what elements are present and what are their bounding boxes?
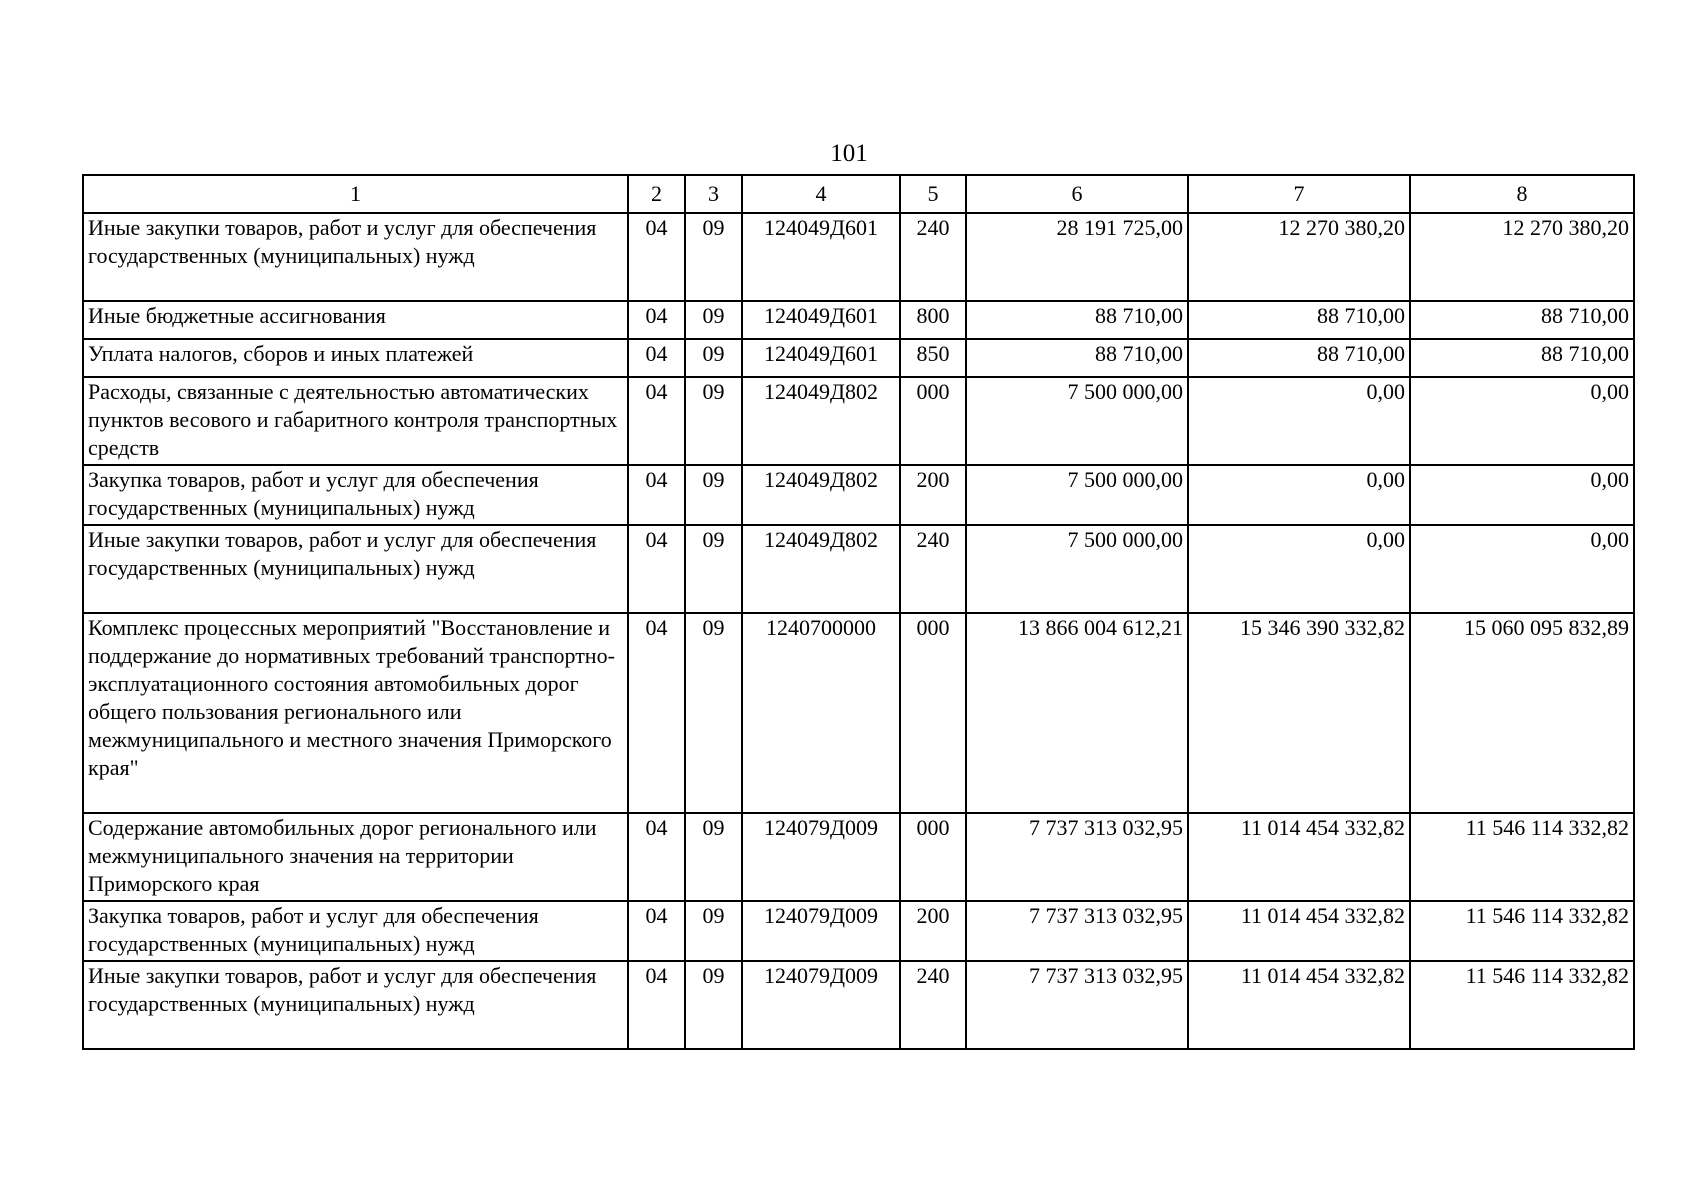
target-article-code: 124079Д009 (742, 961, 900, 1049)
table-row (83, 901, 1634, 961)
column-header: 2 (628, 175, 685, 213)
row-name: Иные закупки товаров, работ и услуг для обеспечения государственных (муниципальных) нужд (83, 213, 628, 301)
amount-year-3: 11 546 114 332,82 (1410, 901, 1634, 961)
row-name: Иные закупки товаров, работ и услуг для обеспечения государственных (муниципальных) нужд (83, 525, 628, 613)
target-article-code: 124079Д009 (742, 813, 900, 901)
amount-year-1: 7 737 313 032,95 (966, 901, 1188, 961)
column-header: 3 (685, 175, 742, 213)
amount-year-2: 88 710,00 (1188, 301, 1410, 339)
amount-year-2: 0,00 (1188, 465, 1410, 525)
table-row (83, 813, 1634, 901)
budget-table (82, 174, 1635, 1050)
subsection-code: 09 (685, 961, 742, 1049)
subsection-code: 09 (685, 613, 742, 813)
expense-type-code: 850 (900, 339, 966, 377)
column-header: 4 (742, 175, 900, 213)
target-article-code: 124049Д601 (742, 339, 900, 377)
target-article-code: 124049Д802 (742, 465, 900, 525)
expense-type-code: 240 (900, 213, 966, 301)
target-article-code: 124049Д601 (742, 301, 900, 339)
amount-year-3: 11 546 114 332,82 (1410, 813, 1634, 901)
amount-year-1: 7 500 000,00 (966, 465, 1188, 525)
column-header: 6 (966, 175, 1188, 213)
table-row (83, 613, 1634, 813)
target-article-code: 1240700000 (742, 613, 900, 813)
section-code: 04 (628, 213, 685, 301)
subsection-code: 09 (685, 813, 742, 901)
row-name: Уплата налогов, сборов и иных платежей (83, 339, 628, 377)
target-article-code: 124049Д601 (742, 213, 900, 301)
subsection-code: 09 (685, 213, 742, 301)
row-name: Иные бюджетные ассигнования (83, 301, 628, 339)
amount-year-3: 12 270 380,20 (1410, 213, 1634, 301)
column-header: 7 (1188, 175, 1410, 213)
amount-year-2: 15 346 390 332,82 (1188, 613, 1410, 813)
expense-type-code: 000 (900, 813, 966, 901)
expense-type-code: 240 (900, 525, 966, 613)
table-row (83, 301, 1634, 339)
amount-year-2: 0,00 (1188, 377, 1410, 465)
header-row (83, 175, 1634, 213)
amount-year-1: 13 866 004 612,21 (966, 613, 1188, 813)
amount-year-3: 11 546 114 332,82 (1410, 961, 1634, 1049)
subsection-code: 09 (685, 525, 742, 613)
row-name: Закупка товаров, работ и услуг для обеспечения государственных (муниципальных) нужд (83, 901, 628, 961)
table-row (83, 961, 1634, 1049)
expense-type-code: 800 (900, 301, 966, 339)
column-header: 5 (900, 175, 966, 213)
amount-year-3: 88 710,00 (1410, 339, 1634, 377)
section-code: 04 (628, 961, 685, 1049)
section-code: 04 (628, 301, 685, 339)
row-name: Комплекс процессных мероприятий "Восстановление и поддержание до нормативных требований транспортно-эксплуатационного состояния автомобильных дорог общего пользования регионального или межмуниципального и местного значения Приморского края" (83, 613, 628, 813)
column-header: 8 (1410, 175, 1634, 213)
expense-type-code: 200 (900, 465, 966, 525)
amount-year-2: 88 710,00 (1188, 339, 1410, 377)
amount-year-1: 28 191 725,00 (966, 213, 1188, 301)
table-row (83, 339, 1634, 377)
amount-year-1: 88 710,00 (966, 301, 1188, 339)
target-article-code: 124049Д802 (742, 377, 900, 465)
section-code: 04 (628, 613, 685, 813)
amount-year-2: 11 014 454 332,82 (1188, 813, 1410, 901)
subsection-code: 09 (685, 301, 742, 339)
expense-type-code: 200 (900, 901, 966, 961)
subsection-code: 09 (685, 339, 742, 377)
page-number: 101 (830, 140, 868, 167)
target-article-code: 124079Д009 (742, 901, 900, 961)
amount-year-2: 12 270 380,20 (1188, 213, 1410, 301)
section-code: 04 (628, 465, 685, 525)
amount-year-1: 88 710,00 (966, 339, 1188, 377)
amount-year-1: 7 737 313 032,95 (966, 813, 1188, 901)
table-row (83, 525, 1634, 613)
row-name: Расходы, связанные с деятельностью автоматических пунктов весового и габаритного контроля транспортных средств (83, 377, 628, 465)
expense-type-code: 000 (900, 613, 966, 813)
amount-year-3: 88 710,00 (1410, 301, 1634, 339)
amount-year-1: 7 737 313 032,95 (966, 961, 1188, 1049)
amount-year-1: 7 500 000,00 (966, 377, 1188, 465)
section-code: 04 (628, 377, 685, 465)
subsection-code: 09 (685, 465, 742, 525)
row-name: Закупка товаров, работ и услуг для обеспечения государственных (муниципальных) нужд (83, 465, 628, 525)
subsection-code: 09 (685, 377, 742, 465)
row-name: Содержание автомобильных дорог регионального или межмуниципального значения на территории Приморского края (83, 813, 628, 901)
expense-type-code: 000 (900, 377, 966, 465)
section-code: 04 (628, 525, 685, 613)
amount-year-1: 7 500 000,00 (966, 525, 1188, 613)
target-article-code: 124049Д802 (742, 525, 900, 613)
table-row (83, 465, 1634, 525)
column-header: 1 (83, 175, 628, 213)
amount-year-3: 0,00 (1410, 377, 1634, 465)
amount-year-3: 0,00 (1410, 525, 1634, 613)
amount-year-2: 0,00 (1188, 525, 1410, 613)
amount-year-3: 15 060 095 832,89 (1410, 613, 1634, 813)
table-row (83, 213, 1634, 301)
amount-year-2: 11 014 454 332,82 (1188, 961, 1410, 1049)
section-code: 04 (628, 813, 685, 901)
section-code: 04 (628, 339, 685, 377)
expense-type-code: 240 (900, 961, 966, 1049)
table-row (83, 377, 1634, 465)
amount-year-3: 0,00 (1410, 465, 1634, 525)
subsection-code: 09 (685, 901, 742, 961)
section-code: 04 (628, 901, 685, 961)
amount-year-2: 11 014 454 332,82 (1188, 901, 1410, 961)
row-name: Иные закупки товаров, работ и услуг для обеспечения государственных (муниципальных) нужд (83, 961, 628, 1049)
